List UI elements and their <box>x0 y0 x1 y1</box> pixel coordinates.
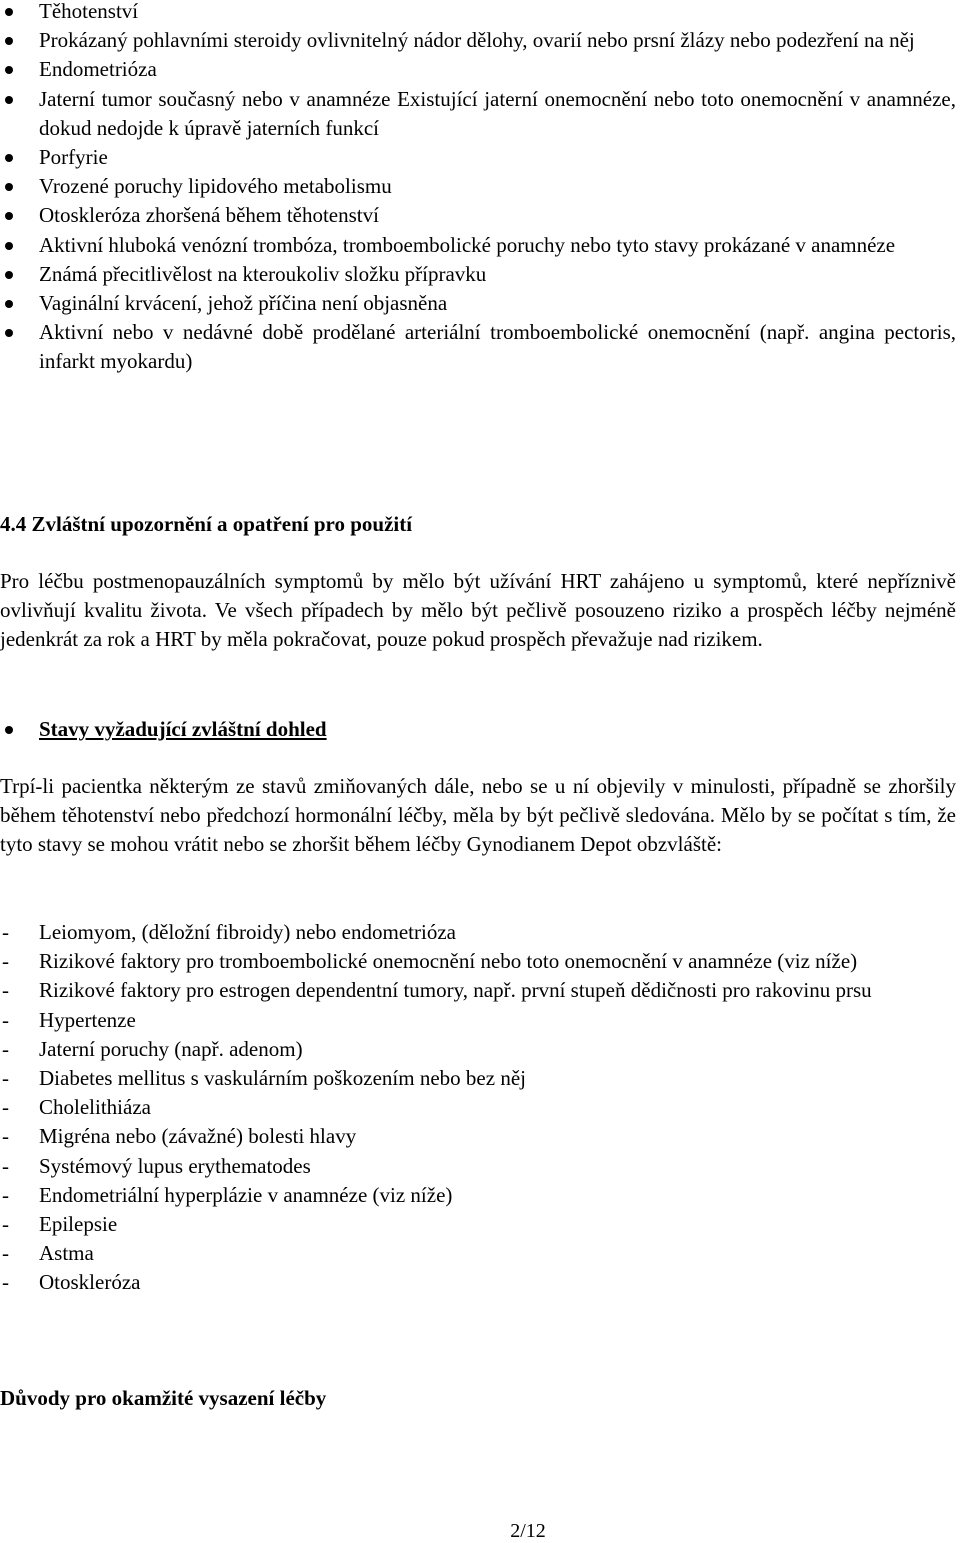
list-item: Známá přecitlivělost na kteroukoliv složku přípravku <box>0 260 956 289</box>
list-item: - Systémový lupus erythematodes <box>0 1152 956 1181</box>
section-4-4-paragraph: Pro léčbu postmenopauzálních symptomů by mělo být užívání HRT zahájeno u symptomů, které nepříznivě ovlivňují kvalitu života. Ve všech případech by mělo být pečlivě posouzeno riziko a prospěch léčby nejméně jedenkrát za rok a HRT by měla pokračovat, pouze pokud prospěch převažuje nad rizikem. <box>0 569 956 652</box>
list-item: - Rizikové faktory pro estrogen dependentní tumory, např. první stupeň dědičnosti pro rakovinu prsu <box>0 976 956 1005</box>
list-item: Endometrióza <box>0 55 956 84</box>
special-monitoring-paragraph: Trpí-li pacientka některým ze stavů zmiňovaných dále, nebo se u ní objevily v minulosti, případně se zhoršily během těhotenství nebo předchozí hormonální léčby, měla by být pečlivě sledována. Mělo by se počítat s tím, že tyto stavy se mohou vrátit nebo se zhoršit během léčby Gynodianem Depot obzvláště: <box>0 774 956 857</box>
contraindications-list <box>0 0 956 377</box>
withdrawal-heading: Důvody pro okamžité vysazení léčby <box>0 1386 327 1410</box>
list-item: Aktivní nebo v nedávné době prodělané arteriální tromboembolické onemocnění (např. angina pectoris, infarkt myokardu) <box>0 318 956 376</box>
list-item: - Migréna nebo (závažné) bolesti hlavy <box>0 1122 956 1151</box>
list-item: Jaterní tumor současný nebo v anamnéze Existující jaterní onemocnění nebo toto onemocnění v anamnéze, dokud nedojde k úpravě jaterních funkcí <box>0 85 956 143</box>
list-item: Otoskleróza zhoršená během těhotenství <box>0 201 956 230</box>
list-item: Porfyrie <box>0 143 956 172</box>
list-item: - Endometriální hyperplázie v anamnéze (viz níže) <box>0 1181 956 1210</box>
page-number: 2/12 <box>510 1520 546 1542</box>
list-item: - Leiomyom, (děložní fibroidy) nebo endometrióza <box>0 918 956 947</box>
list-item: - Hypertenze <box>0 1006 956 1035</box>
list-item: - Rizikové faktory pro tromboembolické onemocnění nebo toto onemocnění v anamnéze (viz níže) <box>0 947 956 976</box>
list-item: Vrozené poruchy lipidového metabolismu <box>0 172 956 201</box>
list-item: - Astma <box>0 1239 956 1268</box>
list-item: - Epilepsie <box>0 1210 956 1239</box>
list-item: Vaginální krvácení, jehož příčina není objasněna <box>0 289 956 318</box>
list-item: - Jaterní poruchy (např. adenom) <box>0 1035 956 1064</box>
list-item: - Otoskleróza <box>0 1268 956 1297</box>
list-item: Prokázaný pohlavními steroidy ovlivnitelný nádor dělohy, ovarií nebo prsní žlázy nebo podezření na něj <box>0 26 956 55</box>
list-item: - Diabetes mellitus s vaskulárním poškozením nebo bez něj <box>0 1064 956 1093</box>
list-item: - Cholelithiáza <box>0 1093 956 1122</box>
special-monitoring-list <box>0 918 956 1298</box>
list-item: Těhotenství <box>0 0 956 26</box>
section-heading-4-4: 4.4 Zvláštní upozornění a opatření pro použití <box>0 512 413 536</box>
special-monitoring-heading-text: Stavy vyžadující zvláštní dohled <box>39 717 327 741</box>
special-monitoring-heading <box>0 715 327 744</box>
list-item: Aktivní hluboká venózní trombóza, tromboembolické poruchy nebo tyto stavy prokázané v anamnéze <box>0 231 956 260</box>
